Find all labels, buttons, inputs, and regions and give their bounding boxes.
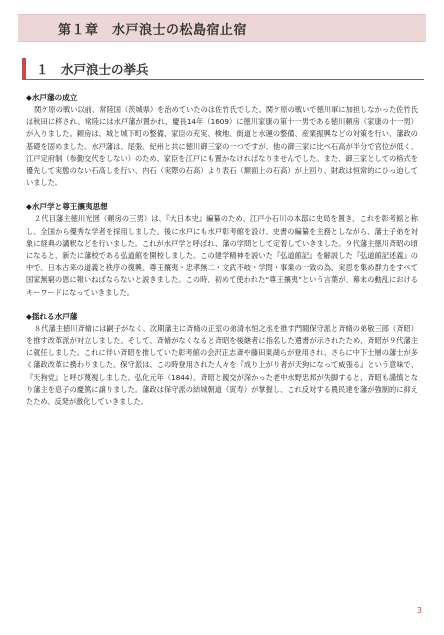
block-paragraph: 関ケ原の戦い以前、常陸国（茨城県）を治めていたのは佐竹氏でした。関ケ原の戦いで徳川軍に加担しなかった佐竹氏は秋田に移され、常陸には水戸藩が置かれ、慶長14年（1609）に徳川家康の第十一男である徳川頼房（家康の十一男）が入りました。頼房は、城と城下町の整備、家臣の充実、検地、街道と水運の整備、産業振興などの対策を行い、藩政の基礎を固めました。水戸藩は、尾張、紀州と共に徳川御三家の一つですが、他の御三家に比べ石高が半分で官位が低く、江戸定府制（参勤交代をしない）のため、家臣を江戸にも置かなければなりませんでした。また、御三家としての格式を優先して実態のない石高しを行い、内石（実際の石高）より表石（額面上の石高）が上回り、財政は恒常的にひっ迫していました。 [26,105,418,188]
section-header [22,58,424,80]
document-body [26,92,418,408]
block-heading: ◆揺れる水戸藩 [26,311,78,321]
block-heading: ◆水戸藩の成立 [26,93,78,102]
block-spacer [26,189,418,201]
block-paragraph: ８代藩主徳川斉脩には嗣子がなく、次期藩主に斉脩の正室の弟清水恒之丞を推す門閥保守派と斉脩の弟敬三郎（斉昭）を推す改革派が対立しました。そして、斉脩がなくなると斉昭を後継者に指名した遺書が示されたため、斉昭が９代藩主に就任しました。これに伴い斉昭を推していた彰考館の会沢正志斎や藤田東湖らが登用され、さらに中下士層の藩士が多く藩政改革に携わりました。保守派は、この時登用された人々を『成り上がり者が天狗になって威張る』という意味で、『天狗党』と呼び蔑視しました。弘化元年（1844）、斉昭と親交が深かった老中水野忠邦が失脚すると、斉昭も謹慎となり藩主を息子の慶篤に譲りました。藩政は保守派の結城朝道（寅寿）が掌握し、これ反対する農民達を藩が強制的に抑えたため、反発が激化していきました。 [26,323,418,407]
chapter-title: 第１章 水戸浪士の松島宿止宿 [58,23,248,38]
content-block-mitogaku [26,201,418,298]
block-spacer [26,299,418,311]
block-heading: ◆水戸学と尊王攘夷思想 [26,202,108,212]
content-block-turmoil [26,311,418,408]
section-accent-bar [22,58,26,80]
section-title: １ 水戸浪士の挙兵 [36,62,149,77]
block-paragraph: ２代目藩主徳川光圀（頼房の三男）は、『大日本史』編纂のため、江戸小石川の本邸に史局を置き、これを彰考館と称し、全国から優秀な学者を採用しました。後に水戸にも水戸彰考館を設け、史書の編纂を主務としながら、藩士子弟を対象に経典の講釈などを行いました。これが水戸学と呼ばれ、藩の学問として定着していきました。９代藩主徳川斉昭の頃になると、新たに藩校である弘道館を開校しました。この建学精神を説いた『弘道館記』を解説した『弘道館記述義』の中で、日本古来の道義と秩序の復興、尊王攘夷・忠孝無二・文武不岐・学問・事業の一致の為、実思を集め群力をすべて国家無窮の恩に報いねばならないと説きました。この時、初めて使われた“尊王攘夷”という言葉が、幕末の動乱におけるキーワードになっていきました。 [26,214,418,297]
chapter-banner [18,14,426,42]
page-number: 3 [416,606,422,615]
section-underline [22,79,424,80]
content-block-mito-domain [26,92,418,189]
